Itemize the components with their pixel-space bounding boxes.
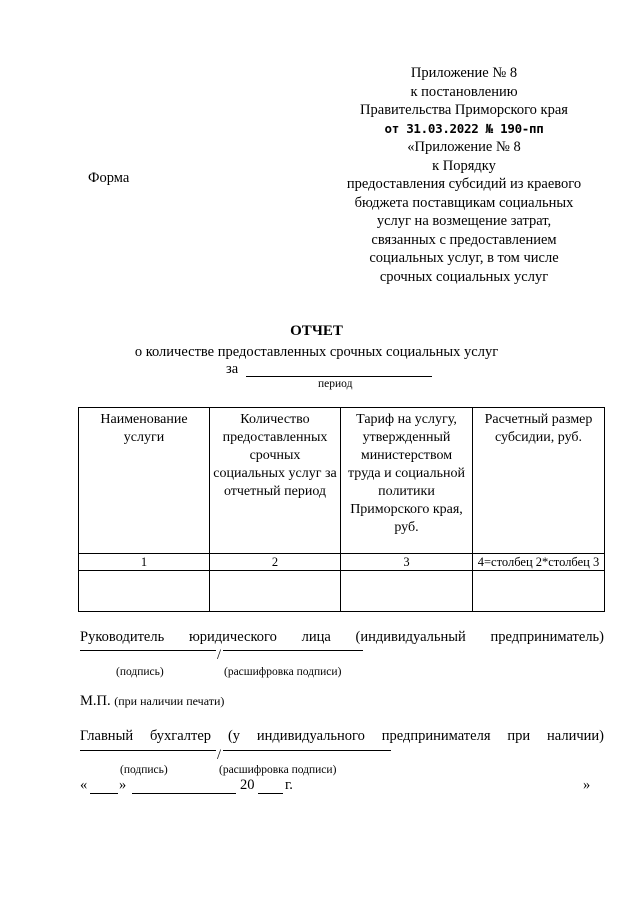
appendix-block (330, 64, 598, 286)
table-cell[interactable] (79, 571, 210, 612)
appendix-line: «Приложение № 8 (407, 139, 521, 155)
accountant-signature-field[interactable] (80, 750, 216, 751)
appendix-line: к постановлению (410, 83, 518, 100)
table-header-row (79, 408, 605, 554)
column-number: 2 (210, 554, 341, 571)
stamp-place-label: М.П. (80, 693, 111, 709)
appendix-line: к Порядку (432, 157, 496, 174)
date-open-quote: « (80, 777, 88, 793)
header-quantity: Количество предоставленных срочных социальных услуг за отчетный период (210, 408, 341, 554)
table-cell[interactable] (341, 571, 473, 612)
report-title: ОТЧЕТ (290, 323, 343, 339)
stamp-place-note: (при наличии печати) (114, 694, 225, 708)
closing-quote: » (583, 777, 591, 793)
form-label: Форма (88, 170, 130, 186)
header-subsidy: Расчетный размер субсидии, руб. (473, 408, 605, 554)
table-cell[interactable] (473, 571, 605, 612)
appendix-line: бюджета поставщикам социальных (354, 194, 574, 211)
appendix-line: связанных с предоставлением (371, 231, 557, 248)
period-caption: период (318, 378, 353, 390)
column-number-row (79, 554, 605, 571)
resolution-stamp: от 31.03.2022 № 190-пп (384, 120, 544, 136)
accountant-signature-line: Главный бухгалтер (у индивидуального предпринимателя при наличии) (80, 728, 604, 744)
appendix-line: социальных услуг, в том числе (369, 250, 559, 266)
report-table (78, 407, 605, 612)
header-service-name: Наименование услуги (79, 408, 210, 554)
period-field[interactable] (246, 376, 432, 377)
report-subtitle: о количестве предоставленных срочных социальных услуг (134, 344, 499, 360)
table-cell[interactable] (210, 571, 341, 612)
appendix-line: Правительства Приморского края (360, 102, 568, 118)
accountant-decode-field[interactable] (223, 750, 391, 751)
decode-caption: (расшифровка подписи) (224, 666, 342, 678)
appendix-line: срочных социальных услуг (379, 268, 549, 285)
column-number: 4=столбец 2*столбец 3 (473, 554, 605, 571)
slash: / (217, 747, 222, 763)
head-signature-line: Руководитель юридического лица (индивидуальный предприниматель) (80, 629, 604, 645)
slash: / (217, 647, 222, 663)
stamp-place (80, 693, 224, 710)
appendix-line: Приложение № 8 (410, 65, 518, 81)
sign-caption: (подпись) (116, 666, 164, 678)
column-number: 1 (79, 554, 210, 571)
decode-caption: (расшифровка подписи) (219, 764, 337, 776)
table-row (79, 571, 605, 612)
date-day-field[interactable] (90, 793, 118, 794)
date-month-field[interactable] (132, 793, 236, 794)
head-signature-field[interactable] (80, 650, 216, 651)
date-year-field[interactable] (258, 793, 283, 794)
period-prefix: за (226, 361, 239, 377)
date-year-prefix: 20 (240, 777, 255, 793)
column-number: 3 (341, 554, 473, 571)
appendix-line: предоставления субсидий из краевого (346, 176, 582, 192)
sign-caption: (подпись) (120, 764, 168, 776)
date-close-quote: » (119, 777, 127, 793)
appendix-line: услуг на возмещение затрат, (376, 213, 552, 229)
header-tariff: Тариф на услугу, утвержденный министерством труда и социальной политики Приморского края, руб. (341, 408, 473, 554)
head-decode-field[interactable] (223, 650, 363, 651)
date-year-suffix: г. (285, 777, 293, 793)
